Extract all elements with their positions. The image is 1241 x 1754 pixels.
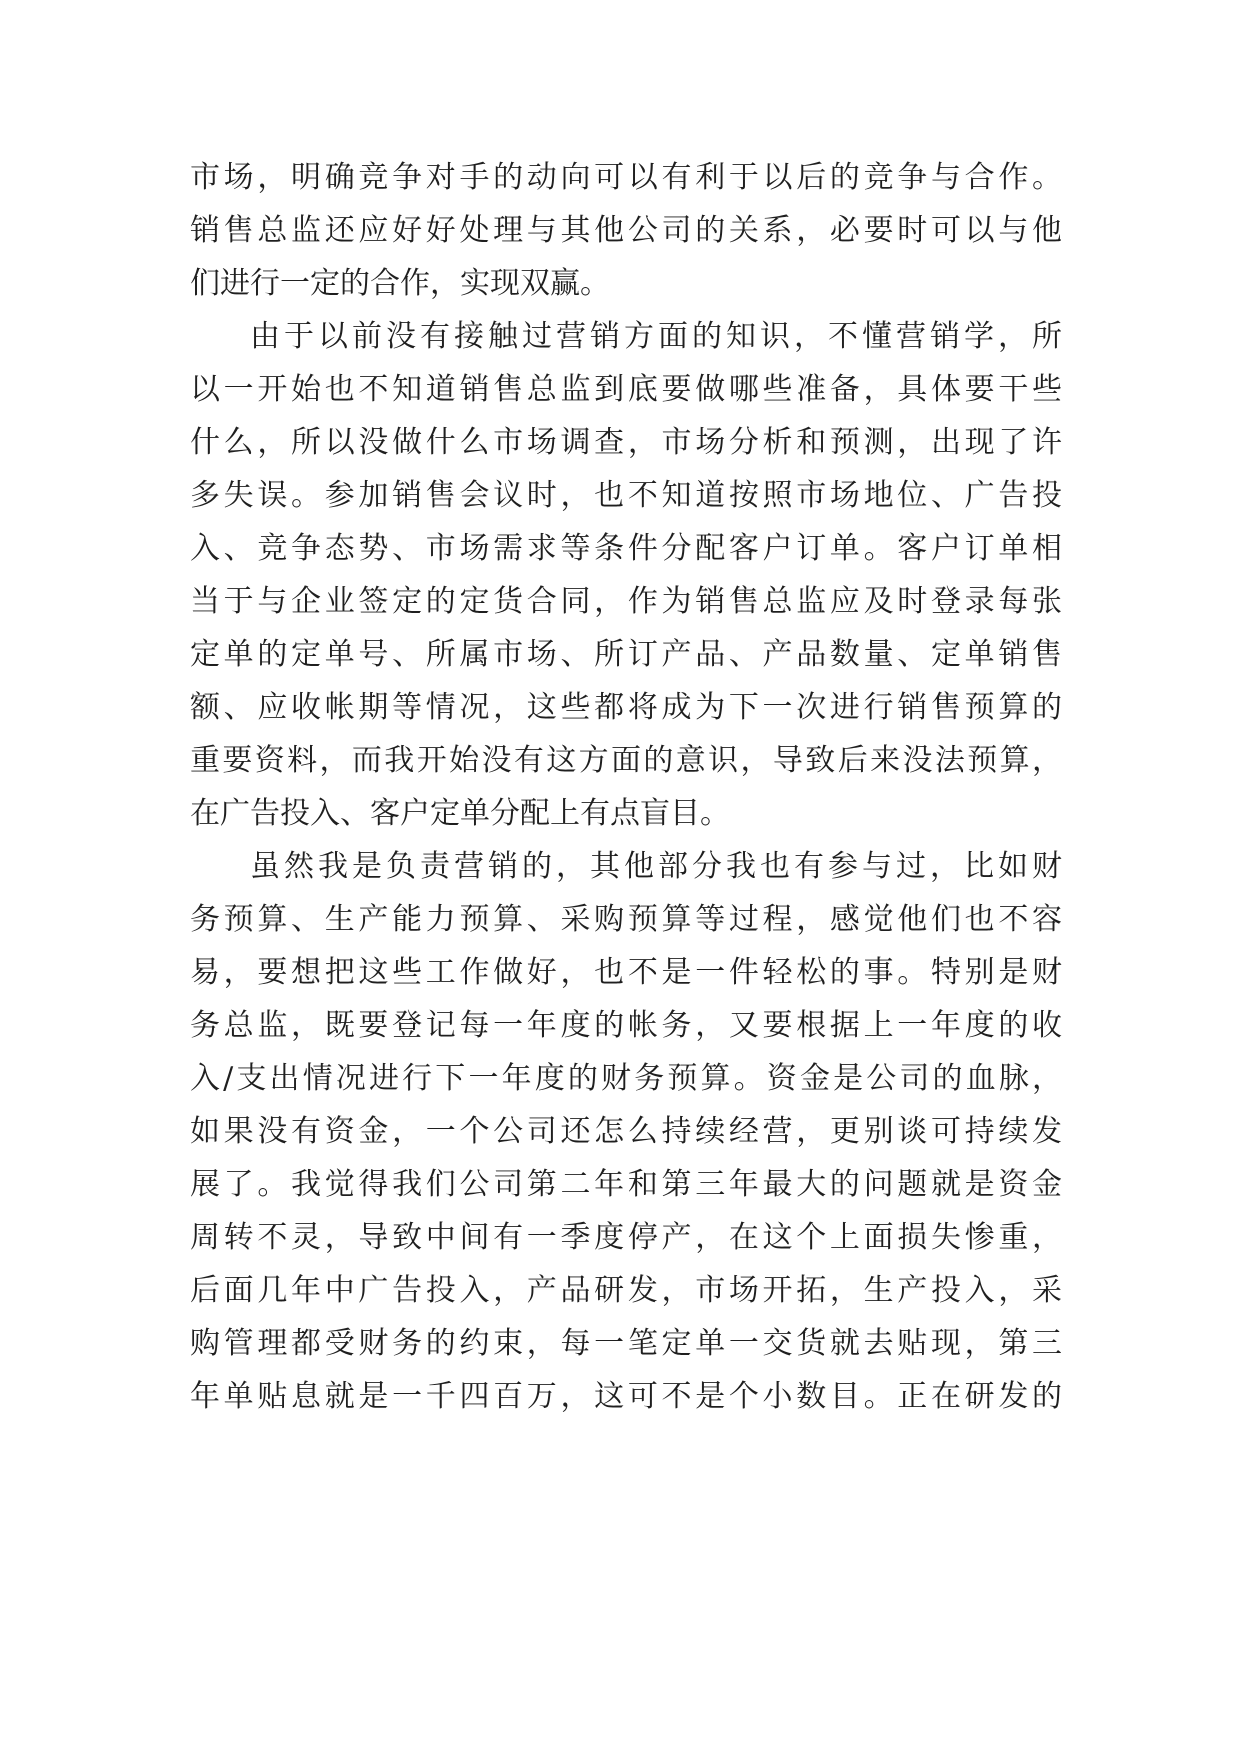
- text-line: 市场，明确竞争对手的动向可以有利于以后的竞争与合作。: [190, 160, 1062, 195]
- text-line: 们进行一定的合作，实现双赢。: [190, 266, 610, 301]
- text-line: 周转不灵，导致中间有一季度停产，在这个上面损失惨重，: [190, 1220, 1062, 1255]
- text-line: 当于与企业签定的定货合同，作为销售总监应及时登录每张: [190, 584, 1062, 619]
- text-line: 易，要想把这些工作做好，也不是一件轻松的事。特别是财: [190, 955, 1062, 990]
- text-line: 如果没有资金，一个公司还怎么持续经营，更别谈可持续发: [190, 1114, 1062, 1149]
- text-line: 销售总监还应好好处理与其他公司的关系，必要时可以与他: [190, 213, 1062, 248]
- text-line: 以一开始也不知道销售总监到底要做哪些准备，具体要干些: [190, 372, 1062, 407]
- text-line: 由于以前没有接触过营销方面的知识，不懂营销学，所: [250, 319, 1062, 354]
- text-line: 展了。我觉得我们公司第二年和第三年最大的问题就是资金: [190, 1167, 1062, 1202]
- text-line: 在广告投入、客户定单分配上有点盲目。: [190, 796, 730, 831]
- text-line: 务总监，既要登记每一年度的帐务，又要根据上一年度的收: [190, 1008, 1062, 1043]
- text-line: 后面几年中广告投入，产品研发，市场开拓，生产投入，采: [190, 1273, 1062, 1308]
- text-line: 虽然我是负责营销的，其他部分我也有参与过，比如财: [250, 849, 1062, 884]
- text-line: 购管理都受财务的约束，每一笔定单一交货就去贴现，第三: [190, 1326, 1062, 1361]
- text-line: 年单贴息就是一千四百万，这可不是个小数目。正在研发的: [190, 1379, 1062, 1414]
- text-line: 什么，所以没做什么市场调查，市场分析和预测，出现了许: [190, 425, 1062, 460]
- text-line: 务预算、生产能力预算、采购预算等过程，感觉他们也不容: [190, 902, 1062, 937]
- text-line: 重要资料，而我开始没有这方面的意识，导致后来没法预算，: [190, 743, 1062, 778]
- text-line: 定单的定单号、所属市场、所订产品、产品数量、定单销售: [190, 637, 1062, 672]
- text-line: 入、竞争态势、市场需求等条件分配客户订单。客户订单相: [190, 531, 1062, 566]
- text-line: 额、应收帐期等情况，这些都将成为下一次进行销售预算的: [190, 690, 1062, 725]
- text-line: 入/支出情况进行下一年度的财务预算。资金是公司的血脉，: [190, 1061, 1062, 1096]
- text-line: 多失误。参加销售会议时，也不知道按照市场地位、广告投: [190, 478, 1062, 513]
